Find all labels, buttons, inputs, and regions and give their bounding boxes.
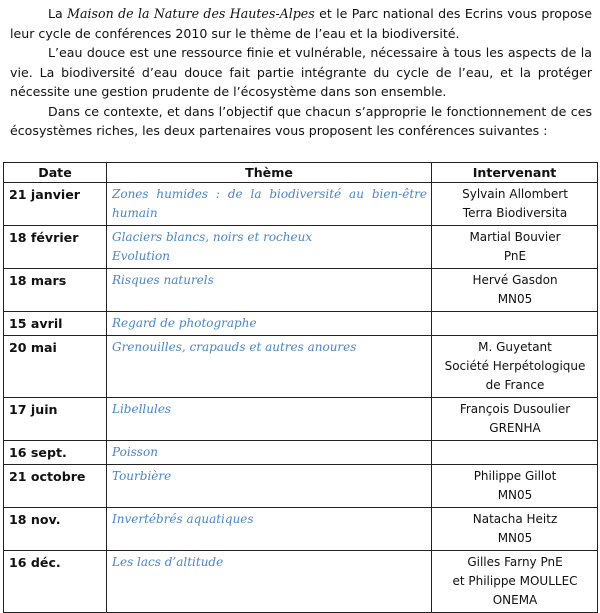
row-date: 18 nov. (4, 508, 107, 551)
table-row (4, 441, 598, 465)
row-speaker: François Dusoulier GRENHA (432, 398, 598, 441)
table-row (4, 508, 598, 551)
row-date: 16 déc. (4, 551, 107, 613)
table-row (4, 398, 598, 441)
table-row (4, 336, 598, 398)
row-theme: Invertébrés aquatiques (107, 508, 432, 551)
table-row (4, 269, 598, 312)
table-row (4, 312, 598, 336)
table-header-row (4, 163, 598, 183)
row-speaker (432, 441, 598, 465)
row-theme: Libellules (107, 398, 432, 441)
row-speaker: Sylvain Allombert Terra Biodiversita (432, 183, 598, 226)
row-theme: Risques naturels (107, 269, 432, 312)
row-speaker: M. Guyetant Société Herpétologique de France (432, 336, 598, 398)
header-speaker: Intervenant (432, 163, 598, 183)
row-date: 18 février (4, 226, 107, 269)
row-date: 18 mars (4, 269, 107, 312)
row-speaker: Hervé Gasdon MN05 (432, 269, 598, 312)
row-date: 20 mai (4, 336, 107, 398)
row-speaker: Natacha Heitz MN05 (432, 508, 598, 551)
intro-p1-start: La (48, 6, 68, 21)
row-speaker: Gilles Farny PnE et Philippe MOULLEC ONEMA (432, 551, 598, 613)
table-row (4, 551, 598, 613)
row-theme: Glaciers blancs, noirs et rocheux Evolution (107, 226, 432, 269)
intro-p1-end: et le Parc national des Ecrins vous propose leur cycle de conférences 2010 sur le thème de l’eau et la biodiversité. (10, 6, 592, 41)
row-theme: Tourbière (107, 465, 432, 508)
row-speaker: Martial Bouvier PnE (432, 226, 598, 269)
row-date: 15 avril (4, 312, 107, 336)
row-date: 16 sept. (4, 441, 107, 465)
intro-paragraph-3: Dans ce contexte, et dans l’objectif que chacun s’approprie le fonctionnement de ces écosystèmes riches, les deux partenaires vous proposent les conférences suivantes : (10, 103, 592, 138)
maison-nature-name: Maison de la Nature des Hautes-Alpes (67, 6, 315, 21)
intro-paragraph-2: L’eau douce est une ressource finie et vulnérable, nécessaire à tous les aspects de la vie. La biodiversité d’eau douce fait partie intégrante du cycle de l’eau, et la protéger nécessite une gestion prudente de l’écosystème dans son ensemble. (10, 45, 592, 99)
row-theme: Zones humides : de la biodiversité au bien-être humain (107, 183, 432, 226)
intro-text (10, 4, 592, 141)
table-row (4, 465, 598, 508)
row-theme: Grenouilles, crapauds et autres anoures (107, 336, 432, 398)
intro-paragraph-1 (10, 4, 592, 43)
header-date: Date (4, 163, 107, 183)
row-speaker: Philippe Gillot MN05 (432, 465, 598, 508)
row-date: 21 octobre (4, 465, 107, 508)
row-theme: Les lacs d’altitude (107, 551, 432, 613)
row-speaker (432, 312, 598, 336)
header-theme: Thème (107, 163, 432, 183)
row-theme: Poisson (107, 441, 432, 465)
row-date: 17 juin (4, 398, 107, 441)
row-theme: Regard de photographe (107, 312, 432, 336)
table-row (4, 183, 598, 226)
row-date: 21 janvier (4, 183, 107, 226)
table-row (4, 226, 598, 269)
conference-table (3, 162, 598, 613)
